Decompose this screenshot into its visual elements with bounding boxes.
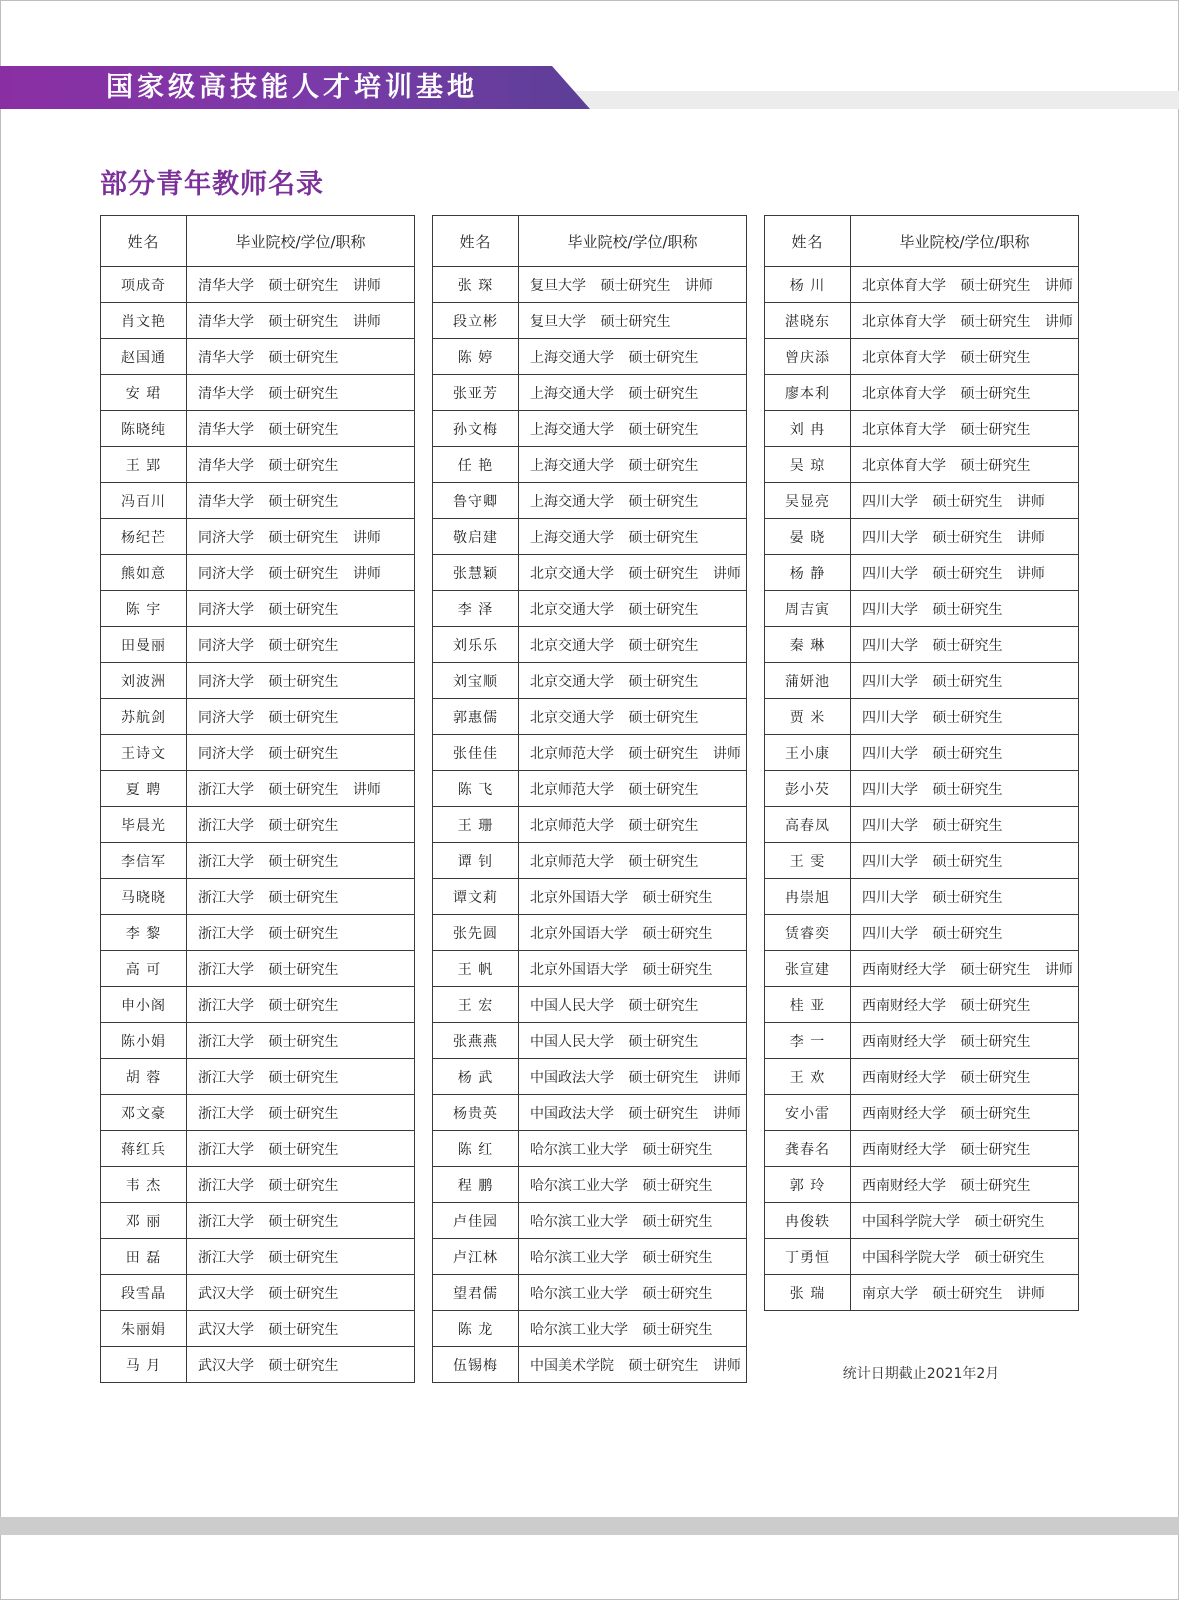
- table-row: [765, 627, 1079, 663]
- teacher-name: 高春凤: [765, 807, 851, 843]
- teacher-info: 北京体育大学 硕士研究生 讲师: [851, 267, 1079, 303]
- teacher-info: 浙江大学 硕士研究生: [187, 807, 415, 843]
- teacher-info: 北京交通大学 硕士研究生: [519, 627, 747, 663]
- teacher-name: 王 郢: [101, 447, 187, 483]
- teacher-name: 赁睿奕: [765, 915, 851, 951]
- teacher-name: 刘 冉: [765, 411, 851, 447]
- teacher-info: 浙江大学 硕士研究生: [187, 1131, 415, 1167]
- table-row: [101, 735, 415, 771]
- table-row: [765, 447, 1079, 483]
- teacher-name: 王 帆: [433, 951, 519, 987]
- table-row: [433, 735, 747, 771]
- table-row: [765, 591, 1079, 627]
- teacher-name: 肖文艳: [101, 303, 187, 339]
- teacher-name: 郭惠儒: [433, 699, 519, 735]
- teacher-info: 四川大学 硕士研究生: [851, 915, 1079, 951]
- table-row: [765, 1059, 1079, 1095]
- table-row: [101, 483, 415, 519]
- teacher-info: 北京师范大学 硕士研究生: [519, 843, 747, 879]
- teacher-name: 李 黎: [101, 915, 187, 951]
- teacher-info: 西南财经大学 硕士研究生: [851, 1131, 1079, 1167]
- table-row: [765, 735, 1079, 771]
- teacher-name: 张 琛: [433, 267, 519, 303]
- teacher-info: 南京大学 硕士研究生 讲师: [851, 1275, 1079, 1311]
- teacher-info: 武汉大学 硕士研究生: [187, 1347, 415, 1383]
- teacher-name: 丁勇恒: [765, 1239, 851, 1275]
- table-row: [433, 699, 747, 735]
- teacher-info: 西南财经大学 硕士研究生: [851, 1059, 1079, 1095]
- teacher-info: 上海交通大学 硕士研究生: [519, 339, 747, 375]
- table-row: [433, 663, 747, 699]
- teacher-info: 西南财经大学 硕士研究生: [851, 1095, 1079, 1131]
- teacher-info: 浙江大学 硕士研究生 讲师: [187, 771, 415, 807]
- teacher-info: 哈尔滨工业大学 硕士研究生: [519, 1167, 747, 1203]
- teacher-name: 张先圆: [433, 915, 519, 951]
- table-row: [765, 1095, 1079, 1131]
- teacher-name: 秦 琳: [765, 627, 851, 663]
- teacher-name: 李信军: [101, 843, 187, 879]
- teacher-info: 中国政法大学 硕士研究生 讲师: [519, 1095, 747, 1131]
- teacher-info: 北京体育大学 硕士研究生 讲师: [851, 303, 1079, 339]
- teacher-name: 张燕燕: [433, 1023, 519, 1059]
- table-row: [433, 1131, 747, 1167]
- teacher-name: 申小阁: [101, 987, 187, 1023]
- teacher-name: 王小康: [765, 735, 851, 771]
- teacher-info: 浙江大学 硕士研究生: [187, 1059, 415, 1095]
- teacher-name: 马 月: [101, 1347, 187, 1383]
- teacher-name: 望君儒: [433, 1275, 519, 1311]
- teacher-name: 李 泽: [433, 591, 519, 627]
- table-row: [433, 879, 747, 915]
- teacher-name: 桂 亚: [765, 987, 851, 1023]
- table-row: [765, 951, 1079, 987]
- teacher-info: 北京体育大学 硕士研究生: [851, 375, 1079, 411]
- table-row: [101, 1059, 415, 1095]
- table-row: [433, 987, 747, 1023]
- table-row: [433, 483, 747, 519]
- teacher-name: 张 瑞: [765, 1275, 851, 1311]
- teacher-info: 上海交通大学 硕士研究生: [519, 375, 747, 411]
- teacher-name: 胡 蓉: [101, 1059, 187, 1095]
- table-row: [433, 1347, 747, 1383]
- teacher-name: 李 一: [765, 1023, 851, 1059]
- teacher-info: 四川大学 硕士研究生 讲师: [851, 555, 1079, 591]
- teacher-name: 田 磊: [101, 1239, 187, 1275]
- table-row: [433, 411, 747, 447]
- table-row: [433, 771, 747, 807]
- teacher-name: 彭小芡: [765, 771, 851, 807]
- teacher-name: 孙文梅: [433, 411, 519, 447]
- table-row: [101, 555, 415, 591]
- teacher-info: 北京师范大学 硕士研究生 讲师: [519, 735, 747, 771]
- teacher-name: 鲁守卿: [433, 483, 519, 519]
- teacher-info: 同济大学 硕士研究生: [187, 735, 415, 771]
- teacher-info: 浙江大学 硕士研究生: [187, 1203, 415, 1239]
- teacher-info: 清华大学 硕士研究生: [187, 411, 415, 447]
- table-row: [101, 1347, 415, 1383]
- table-row: [101, 987, 415, 1023]
- table-row: [765, 771, 1079, 807]
- teacher-name: 蒲妍池: [765, 663, 851, 699]
- teacher-info: 浙江大学 硕士研究生: [187, 915, 415, 951]
- teacher-name: 卢江林: [433, 1239, 519, 1275]
- teacher-name: 杨 静: [765, 555, 851, 591]
- teacher-name: 王诗文: [101, 735, 187, 771]
- teacher-info: 中国政法大学 硕士研究生 讲师: [519, 1059, 747, 1095]
- header-name: 姓名: [101, 216, 187, 267]
- table-row: [433, 447, 747, 483]
- teacher-info: 北京外国语大学 硕士研究生: [519, 879, 747, 915]
- teacher-info: 西南财经大学 硕士研究生: [851, 987, 1079, 1023]
- teacher-name: 蒋红兵: [101, 1131, 187, 1167]
- teacher-info: 同济大学 硕士研究生: [187, 663, 415, 699]
- teacher-info: 上海交通大学 硕士研究生: [519, 447, 747, 483]
- teacher-info: 同济大学 硕士研究生: [187, 591, 415, 627]
- teacher-info: 武汉大学 硕士研究生: [187, 1275, 415, 1311]
- table-row: [765, 1023, 1079, 1059]
- table-row: [765, 807, 1079, 843]
- teacher-info: 四川大学 硕士研究生: [851, 807, 1079, 843]
- teacher-info: 北京师范大学 硕士研究生: [519, 807, 747, 843]
- table-row: [765, 375, 1079, 411]
- teacher-info: 清华大学 硕士研究生 讲师: [187, 267, 415, 303]
- table-row: [101, 879, 415, 915]
- table-row: [101, 1095, 415, 1131]
- table-row: [101, 1167, 415, 1203]
- table-row: [765, 663, 1079, 699]
- teacher-name: 张佳佳: [433, 735, 519, 771]
- teacher-table-2: [432, 215, 747, 1383]
- table-row: [765, 519, 1079, 555]
- table-row: [765, 1275, 1079, 1311]
- table-row: [433, 555, 747, 591]
- table-row: [433, 267, 747, 303]
- table-row: [101, 1131, 415, 1167]
- teacher-name: 冯百川: [101, 483, 187, 519]
- teacher-info: 同济大学 硕士研究生 讲师: [187, 555, 415, 591]
- table-row: [101, 267, 415, 303]
- teacher-info: 四川大学 硕士研究生: [851, 843, 1079, 879]
- teacher-info: 四川大学 硕士研究生: [851, 663, 1079, 699]
- teacher-info: 北京体育大学 硕士研究生: [851, 339, 1079, 375]
- table-row: [101, 1203, 415, 1239]
- teacher-info: 四川大学 硕士研究生 讲师: [851, 519, 1079, 555]
- table-row: [433, 339, 747, 375]
- teacher-name: 苏航剑: [101, 699, 187, 735]
- teacher-info: 北京外国语大学 硕士研究生: [519, 915, 747, 951]
- teacher-name: 段雪晶: [101, 1275, 187, 1311]
- table-row: [765, 987, 1079, 1023]
- footer-bar: [0, 1517, 1179, 1535]
- teacher-name: 张亚芳: [433, 375, 519, 411]
- teacher-info: 北京师范大学 硕士研究生: [519, 771, 747, 807]
- teacher-name: 安 珺: [101, 375, 187, 411]
- table-row: [433, 1311, 747, 1347]
- teacher-info: 北京交通大学 硕士研究生: [519, 663, 747, 699]
- table-row: [433, 1239, 747, 1275]
- teacher-name: 王 雯: [765, 843, 851, 879]
- teacher-info: 北京体育大学 硕士研究生: [851, 411, 1079, 447]
- table-row: [101, 303, 415, 339]
- teacher-name: 陈晓纯: [101, 411, 187, 447]
- teacher-info: 浙江大学 硕士研究生: [187, 987, 415, 1023]
- teacher-info: 西南财经大学 硕士研究生 讲师: [851, 951, 1079, 987]
- teacher-name: 朱丽娟: [101, 1311, 187, 1347]
- teacher-info: 四川大学 硕士研究生: [851, 879, 1079, 915]
- teacher-name: 杨 川: [765, 267, 851, 303]
- teacher-info: 中国人民大学 硕士研究生: [519, 1023, 747, 1059]
- teacher-info: 复旦大学 硕士研究生: [519, 303, 747, 339]
- teacher-info: 哈尔滨工业大学 硕士研究生: [519, 1275, 747, 1311]
- teacher-name: 曾庆添: [765, 339, 851, 375]
- banner-title: 国家级高技能人才培训基地: [106, 72, 478, 103]
- teacher-name: 张宣建: [765, 951, 851, 987]
- teacher-name: 赵国通: [101, 339, 187, 375]
- teacher-name: 湛晓东: [765, 303, 851, 339]
- teacher-name: 任 艳: [433, 447, 519, 483]
- table-row: [765, 843, 1079, 879]
- table-row: [765, 303, 1079, 339]
- teacher-name: 吴显亮: [765, 483, 851, 519]
- table-row: [765, 267, 1079, 303]
- teacher-name: 马晓晓: [101, 879, 187, 915]
- table-row: [101, 915, 415, 951]
- teacher-name: 高 可: [101, 951, 187, 987]
- teacher-name: 邓文豪: [101, 1095, 187, 1131]
- teacher-info: 哈尔滨工业大学 硕士研究生: [519, 1203, 747, 1239]
- table-row: [765, 1131, 1079, 1167]
- table-row: [101, 1239, 415, 1275]
- teacher-name: 卢佳园: [433, 1203, 519, 1239]
- teacher-name: 廖本利: [765, 375, 851, 411]
- teacher-name: 谭文莉: [433, 879, 519, 915]
- teacher-name: 陈 红: [433, 1131, 519, 1167]
- teacher-info: 上海交通大学 硕士研究生: [519, 483, 747, 519]
- teacher-info: 北京外国语大学 硕士研究生: [519, 951, 747, 987]
- table-row: [433, 1203, 747, 1239]
- teacher-info: 四川大学 硕士研究生: [851, 591, 1079, 627]
- table-row: [765, 879, 1079, 915]
- teacher-info: 清华大学 硕士研究生: [187, 339, 415, 375]
- teacher-name: 夏 聘: [101, 771, 187, 807]
- teacher-info: 中国科学院大学 硕士研究生: [851, 1203, 1079, 1239]
- teacher-info: 浙江大学 硕士研究生: [187, 1167, 415, 1203]
- teacher-info: 四川大学 硕士研究生: [851, 699, 1079, 735]
- teacher-name: 贾 米: [765, 699, 851, 735]
- teacher-info: 上海交通大学 硕士研究生: [519, 519, 747, 555]
- table-row: [433, 519, 747, 555]
- table-row: [433, 303, 747, 339]
- table-header-row: [101, 216, 415, 267]
- teacher-info: 中国美术学院 硕士研究生 讲师: [519, 1347, 747, 1383]
- table-row: [101, 663, 415, 699]
- table-row: [433, 807, 747, 843]
- teacher-info: 北京交通大学 硕士研究生: [519, 699, 747, 735]
- teacher-table-1: [100, 215, 415, 1383]
- table-row: [101, 591, 415, 627]
- teacher-info: 北京体育大学 硕士研究生: [851, 447, 1079, 483]
- teacher-info: 同济大学 硕士研究生 讲师: [187, 519, 415, 555]
- teacher-info: 武汉大学 硕士研究生: [187, 1311, 415, 1347]
- teacher-name: 田曼丽: [101, 627, 187, 663]
- table-row: [101, 699, 415, 735]
- teacher-name: 谭 钊: [433, 843, 519, 879]
- header-info: 毕业院校/学位/职称: [519, 216, 747, 267]
- table-row: [101, 375, 415, 411]
- teacher-info: 四川大学 硕士研究生: [851, 771, 1079, 807]
- header-name: 姓名: [765, 216, 851, 267]
- teacher-name: 段立彬: [433, 303, 519, 339]
- table-row: [433, 1095, 747, 1131]
- teacher-info: 中国科学院大学 硕士研究生: [851, 1239, 1079, 1275]
- table-row: [433, 843, 747, 879]
- teacher-name: 冉俊轶: [765, 1203, 851, 1239]
- teacher-name: 韦 杰: [101, 1167, 187, 1203]
- teacher-name: 张慧颖: [433, 555, 519, 591]
- teacher-info: 中国人民大学 硕士研究生: [519, 987, 747, 1023]
- teacher-name: 杨纪芒: [101, 519, 187, 555]
- table-row: [433, 951, 747, 987]
- table-row: [101, 411, 415, 447]
- teacher-name: 刘宝顺: [433, 663, 519, 699]
- teacher-info: 浙江大学 硕士研究生: [187, 879, 415, 915]
- teacher-name: 周吉寅: [765, 591, 851, 627]
- teacher-name: 陈 宇: [101, 591, 187, 627]
- table-row: [765, 699, 1079, 735]
- table-header-row: [765, 216, 1079, 267]
- teacher-info: 哈尔滨工业大学 硕士研究生: [519, 1311, 747, 1347]
- teacher-info: 上海交通大学 硕士研究生: [519, 411, 747, 447]
- teacher-info: 浙江大学 硕士研究生: [187, 951, 415, 987]
- teacher-info: 浙江大学 硕士研究生: [187, 1239, 415, 1275]
- table-row: [101, 807, 415, 843]
- teacher-info: 浙江大学 硕士研究生: [187, 1095, 415, 1131]
- teacher-info: 北京交通大学 硕士研究生 讲师: [519, 555, 747, 591]
- teacher-info: 清华大学 硕士研究生: [187, 447, 415, 483]
- teacher-info: 哈尔滨工业大学 硕士研究生: [519, 1239, 747, 1275]
- teacher-name: 王 宏: [433, 987, 519, 1023]
- header-info: 毕业院校/学位/职称: [851, 216, 1079, 267]
- table-row: [101, 1275, 415, 1311]
- table-row: [101, 951, 415, 987]
- teacher-name: 杨贵英: [433, 1095, 519, 1131]
- teacher-name: 安小雷: [765, 1095, 851, 1131]
- teacher-name: 冉崇旭: [765, 879, 851, 915]
- teacher-name: 邓 丽: [101, 1203, 187, 1239]
- banner-gray-strip: [540, 91, 1179, 109]
- table-row: [101, 1023, 415, 1059]
- header-name: 姓名: [433, 216, 519, 267]
- teacher-info: 西南财经大学 硕士研究生: [851, 1167, 1079, 1203]
- teacher-info: 同济大学 硕士研究生: [187, 627, 415, 663]
- teacher-name: 杨 武: [433, 1059, 519, 1095]
- table-row: [433, 915, 747, 951]
- table-row: [433, 1059, 747, 1095]
- teacher-info: 清华大学 硕士研究生 讲师: [187, 303, 415, 339]
- stat-date-note: 统计日期截止2021年2月: [842, 1366, 1000, 1382]
- table-row: [765, 339, 1079, 375]
- teacher-name: 陈小娟: [101, 1023, 187, 1059]
- teacher-name: 郭 玲: [765, 1167, 851, 1203]
- section-title: 部分青年教师名录: [100, 169, 324, 200]
- teacher-table-3: [764, 215, 1079, 1311]
- teacher-name: 刘乐乐: [433, 627, 519, 663]
- table-row: [765, 555, 1079, 591]
- table-row: [101, 339, 415, 375]
- teacher-name: 毕晨光: [101, 807, 187, 843]
- teacher-name: 陈 婷: [433, 339, 519, 375]
- teacher-info: 清华大学 硕士研究生: [187, 483, 415, 519]
- teacher-info: 西南财经大学 硕士研究生: [851, 1023, 1079, 1059]
- table-row: [433, 1023, 747, 1059]
- teacher-name: 刘波洲: [101, 663, 187, 699]
- teacher-name: 晏 晓: [765, 519, 851, 555]
- teacher-info: 同济大学 硕士研究生: [187, 699, 415, 735]
- teacher-info: 哈尔滨工业大学 硕士研究生: [519, 1131, 747, 1167]
- table-row: [433, 627, 747, 663]
- teacher-info: 浙江大学 硕士研究生: [187, 843, 415, 879]
- header-info: 毕业院校/学位/职称: [187, 216, 415, 267]
- teacher-name: 陈 龙: [433, 1311, 519, 1347]
- table-row: [765, 411, 1079, 447]
- teacher-name: 陈 飞: [433, 771, 519, 807]
- table-row: [101, 519, 415, 555]
- teacher-name: 吴 琼: [765, 447, 851, 483]
- teacher-info: 北京交通大学 硕士研究生: [519, 591, 747, 627]
- teacher-info: 四川大学 硕士研究生: [851, 627, 1079, 663]
- table-row: [101, 627, 415, 663]
- table-row: [433, 375, 747, 411]
- teacher-name: 伍锡梅: [433, 1347, 519, 1383]
- teacher-name: 项成奇: [101, 267, 187, 303]
- teacher-name: 龚春名: [765, 1131, 851, 1167]
- table-row: [765, 1203, 1079, 1239]
- table-row: [101, 447, 415, 483]
- teacher-info: 四川大学 硕士研究生: [851, 735, 1079, 771]
- teacher-info: 浙江大学 硕士研究生: [187, 1023, 415, 1059]
- table-row: [765, 1239, 1079, 1275]
- table-row: [433, 591, 747, 627]
- teacher-name: 熊如意: [101, 555, 187, 591]
- table-row: [765, 915, 1079, 951]
- table-row: [433, 1275, 747, 1311]
- teacher-info: 复旦大学 硕士研究生 讲师: [519, 267, 747, 303]
- table-row: [765, 1167, 1079, 1203]
- table-row: [101, 771, 415, 807]
- teacher-info: 清华大学 硕士研究生: [187, 375, 415, 411]
- teacher-name: 敬启建: [433, 519, 519, 555]
- table-row: [765, 483, 1079, 519]
- table-header-row: [433, 216, 747, 267]
- table-row: [101, 843, 415, 879]
- teacher-info: 四川大学 硕士研究生 讲师: [851, 483, 1079, 519]
- table-row: [433, 1167, 747, 1203]
- teacher-name: 王 欢: [765, 1059, 851, 1095]
- table-row: [101, 1311, 415, 1347]
- teacher-name: 王 珊: [433, 807, 519, 843]
- teacher-name: 程 鹏: [433, 1167, 519, 1203]
